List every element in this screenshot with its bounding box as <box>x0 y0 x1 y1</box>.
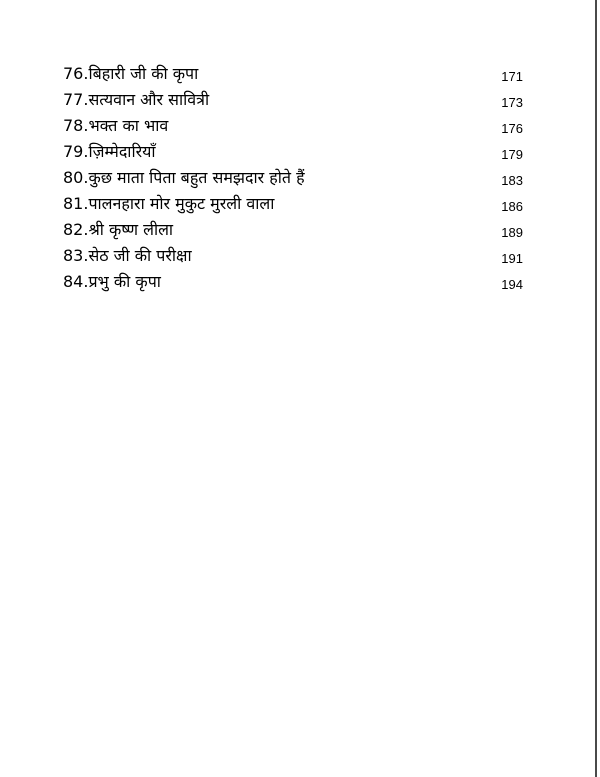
toc-entry-page: 186 <box>501 199 523 214</box>
toc-entry-page: 176 <box>501 121 523 136</box>
toc-entry-page: 173 <box>501 95 523 110</box>
toc-entry[interactable] <box>63 88 523 114</box>
toc-entry[interactable] <box>63 218 523 244</box>
toc-entry-page: 191 <box>501 251 523 266</box>
toc-entry[interactable] <box>63 244 523 270</box>
toc-entry-title: 81.पालनहारा मोर मुकुट मुरली वाला <box>63 194 275 213</box>
toc-entry-title: 77.सत्यवान और सावित्री <box>63 90 210 109</box>
toc-entry-title: 76.बिहारी जी की कृपा <box>63 64 199 83</box>
toc-entry-title: 82.श्री कृष्ण लीला <box>63 220 174 239</box>
toc-entry-page: 189 <box>501 225 523 240</box>
toc-entry[interactable] <box>63 140 523 166</box>
toc-entry-title: 79.ज़िम्मेदारियाँ <box>63 142 156 161</box>
toc-entry-title: 80.कुछ माता पिता बहुत समझदार होते हैं <box>63 168 305 187</box>
toc-entry-page: 179 <box>501 147 523 162</box>
toc-entry[interactable] <box>63 114 523 140</box>
toc-entry-page: 183 <box>501 173 523 188</box>
toc-entry[interactable] <box>63 192 523 218</box>
toc-entry[interactable] <box>63 166 523 192</box>
toc-entry-title: 83.सेठ जी की परीक्षा <box>63 246 192 265</box>
toc-entry-page: 194 <box>501 277 523 292</box>
toc-entry-title: 84.प्रभु की कृपा <box>63 272 161 291</box>
toc-entry-title: 78.भक्त का भाव <box>63 116 169 135</box>
toc-entry-page: 171 <box>501 69 523 84</box>
table-of-contents <box>63 62 523 296</box>
toc-entry[interactable] <box>63 62 523 88</box>
toc-entry[interactable] <box>63 270 523 296</box>
